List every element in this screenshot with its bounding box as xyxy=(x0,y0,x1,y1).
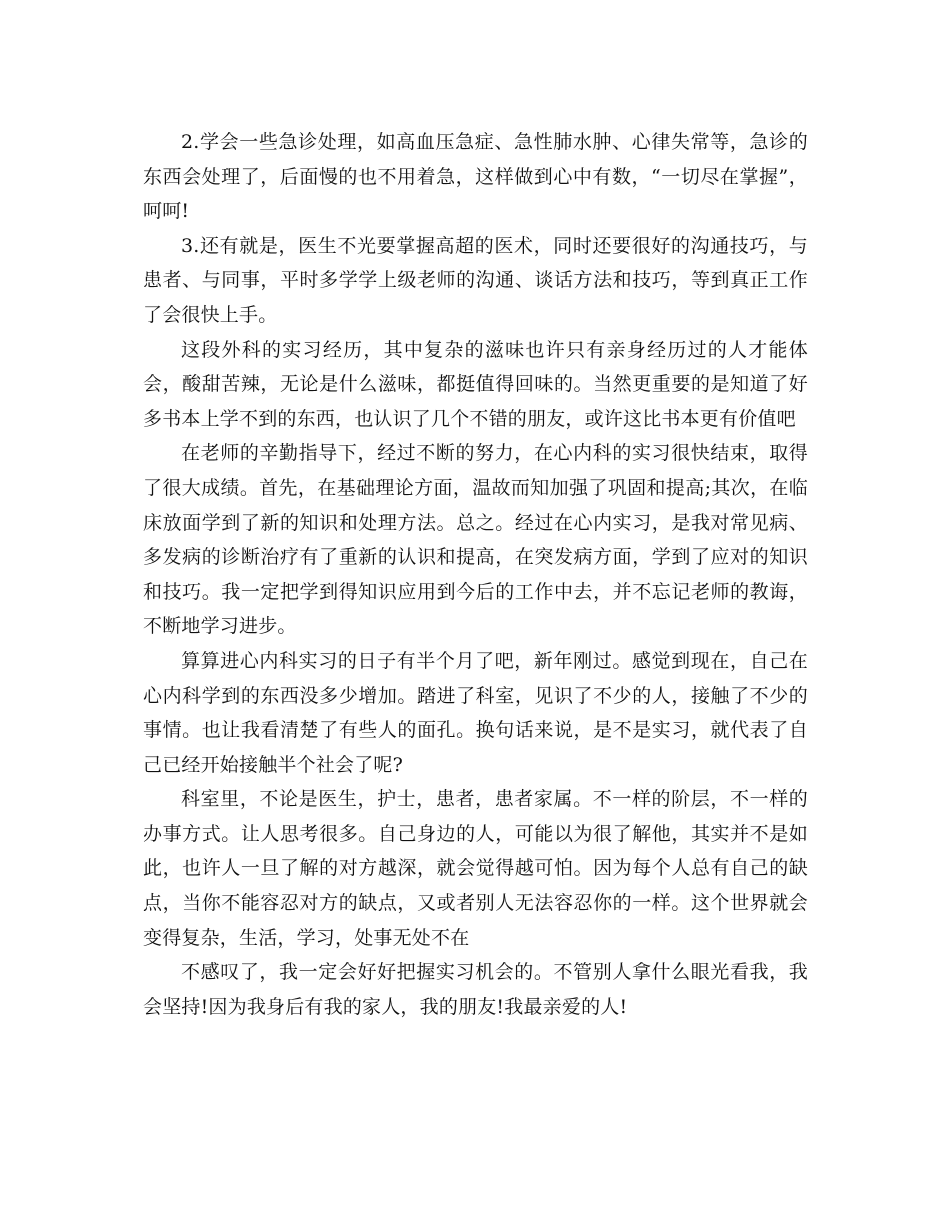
paragraph-7: 不感叹了，我一定会好好把握实习机会的。不管别人拿什么眼光看我，我会坚持!因为我身后有我的家人，我的朋友!我最亲爱的人! xyxy=(143,961,808,1018)
paragraph-6: 科室里，不论是医生，护士，患者，患者家属。不一样的阶层，不一样的办事方式。让人思考很多。自己身边的人，可能以为很了解他，其实并不是如此，也许人一旦了解的对方越深，就会觉得越可怕。因为每个人总有自己的缺点，当你不能容忍对方的缺点，又或者别人无法容忍你的一样。这个世界就会变得复杂，生活，学习，处事无处不在 xyxy=(143,788,808,949)
paragraph-4: 在老师的辛勤指导下，经过不断的努力，在心内科的实习很快结束，取得了很大成绩。首先，在基础理论方面，温故而知加强了巩固和提高;其次，在临床放面学到了新的知识和处理方法。总之。经过在心内实习，是我对常见病、多发病的诊断治疗有了重新的认识和提高，在突发病方面，学到了应对的知识和技巧。我一定把学到得知识应用到今后的工作中去，并不忘记老师的教诲，不断地学习进步。 xyxy=(143,442,808,638)
paragraph-1: 2.学会一些急诊处理，如高血压急症、急性肺水肿、心律失常等，急诊的东西会处理了，后面慢的也不用着急，这样做到心中有数，“一切尽在掌握”，呵呵! xyxy=(143,131,808,223)
document-body xyxy=(143,125,808,1024)
paragraph-5: 算算进心内科实习的日子有半个月了吧，新年刚过。感觉到现在，自己在心内科学到的东西没多少增加。踏进了科室，见识了不少的人，接触了不少的事情。也让我看清楚了有些人的面孔。换句话来说，是不是实习，就代表了自己已经开始接触半个社会了呢? xyxy=(143,649,808,776)
paragraph-2: 3.还有就是，医生不光要掌握高超的医术，同时还要很好的沟通技巧，与患者、与同事，平时多学学上级老师的沟通、谈话方法和技巧，等到真正工作了会很快上手。 xyxy=(143,234,808,326)
paragraph-3: 这段外科的实习经历，其中复杂的滋味也许只有亲身经历过的人才能体会，酸甜苦辣，无论是什么滋味，都挺值得回味的。当然更重要的是知道了好多书本上学不到的东西，也认识了几个不错的朋友，或许这比书本更有价值吧 xyxy=(143,338,808,430)
